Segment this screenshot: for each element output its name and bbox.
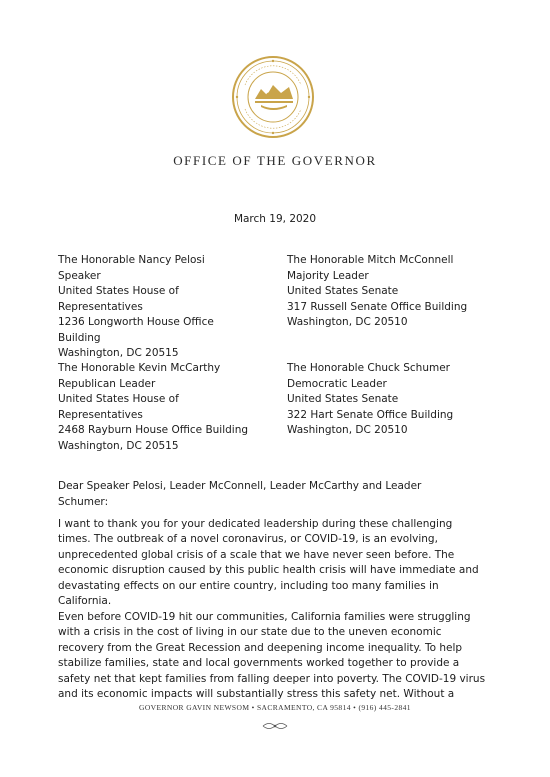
address-line: 2468 Rayburn House Office Building	[58, 424, 249, 436]
address-line: The Honorable Nancy Pelosi	[58, 254, 205, 266]
address-line: The Honorable Kevin McCarthy	[58, 362, 221, 374]
address-line: United States House of	[58, 285, 179, 297]
address-line: Building	[58, 331, 101, 344]
address-line: Washington, DC 20515	[58, 347, 179, 359]
paragraph-line: unprecedented global crisis of a scale that we have never seen before. The	[58, 548, 455, 561]
body-paragraph-1	[58, 517, 508, 609]
address-line: Republican Leader	[58, 377, 156, 390]
body-paragraph-2	[58, 610, 508, 702]
paragraph-line: with a crisis in the cost of living in our state due to the uneven economic	[58, 626, 442, 639]
paragraph-line: California.	[58, 595, 112, 608]
address-line: United States Senate	[287, 393, 399, 405]
address-line: 1236 Longworth House Office	[58, 316, 214, 328]
address-line: The Honorable Mitch McConnell	[287, 254, 454, 266]
recipient-address-mccarthy	[58, 361, 258, 454]
address-line: Washington, DC 20510	[287, 316, 408, 328]
footer-ornament-icon	[262, 721, 288, 731]
address-line: 317 Russell Senate Office Building	[287, 300, 468, 313]
paragraph-line: economic disruption caused by this public health crisis will have immediate and	[58, 564, 479, 577]
paragraph-line: stabilize families, state and local governments worked together to provide a	[58, 657, 460, 670]
salutation-line: Schumer:	[58, 495, 109, 508]
salutation-line: Dear Speaker Pelosi, Leader McConnell, Leader McCarthy and Leader	[58, 480, 422, 492]
paragraph-line: Even before COVID-19 hit our communities, California families were struggling	[58, 611, 471, 623]
recipient-address-schumer	[287, 361, 487, 439]
address-line: Representatives	[58, 300, 143, 313]
address-line: Washington, DC 20510	[287, 424, 408, 436]
paragraph-line: safety net that kept families from falling deeper into poverty. The COVID-19 virus	[58, 672, 486, 685]
address-line: 322 Hart Senate Office Building	[287, 408, 454, 421]
salutation	[58, 479, 498, 510]
recipient-address-pelosi	[58, 253, 258, 362]
paragraph-line: and its economic impacts will substantially stress this safety net. Without a	[58, 688, 455, 701]
address-line: United States Senate	[287, 285, 399, 297]
office-title: OFFICE OF THE GOVERNOR	[173, 153, 377, 168]
letter-date: March 19, 2020	[233, 213, 317, 225]
address-line: Majority Leader	[287, 269, 369, 282]
address-line: Democratic Leader	[287, 377, 387, 390]
address-line: United States House of	[58, 393, 179, 405]
footer-address: GOVERNOR GAVIN NEWSOM • SACRAMENTO, CA 95814 • (916) 445-2841	[139, 703, 411, 712]
paragraph-line: devastating effects on our entire country, including too many families in	[58, 579, 439, 592]
paragraph-line: recovery from the Great Recession and deepening income inequality. To help	[58, 641, 463, 654]
address-line: Representatives	[58, 408, 143, 421]
recipient-address-mcconnell	[287, 253, 487, 331]
paragraph-line: times. The outbreak of a novel coronavirus, or COVID-19, is an evolving,	[58, 533, 438, 546]
address-line: Speaker	[58, 269, 101, 282]
address-line: The Honorable Chuck Schumer	[287, 362, 450, 374]
paragraph-line: I want to thank you for your dedicated leadership during these challenging	[58, 518, 453, 530]
state-seal-logo	[231, 55, 315, 139]
address-line: Washington, DC 20515	[58, 439, 179, 452]
